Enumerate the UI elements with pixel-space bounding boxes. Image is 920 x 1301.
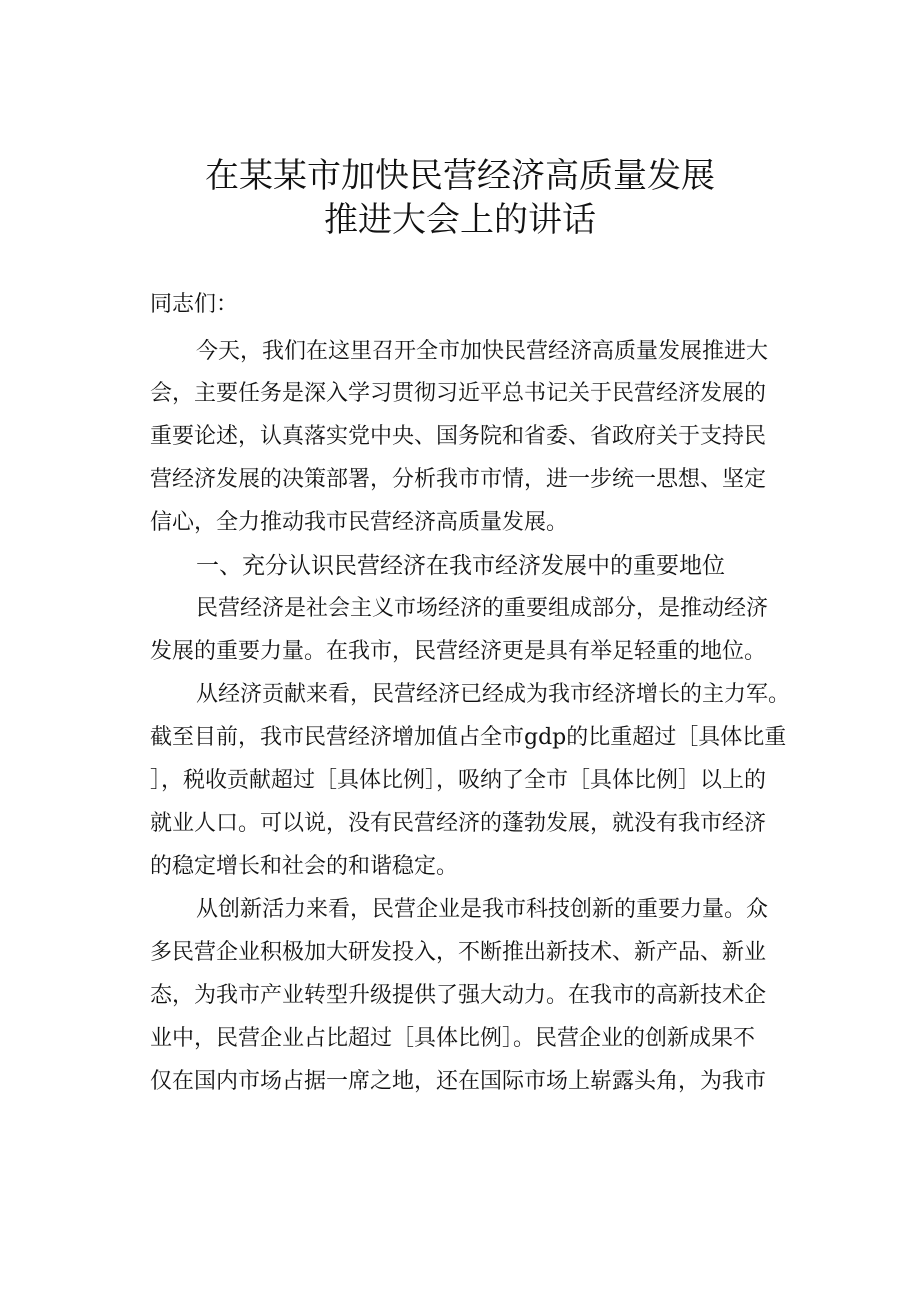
paragraph-line: 从经济贡献来看，民营经济已经成为我市经济增长的主力军。 — [196, 682, 791, 707]
salutation: 同志们： — [150, 292, 239, 317]
paragraph-line: 态，为我市产业转型升级提供了强大动力。在我市的高新技术企 — [150, 983, 767, 1008]
paragraph-line: 今天，我们在这里召开全市加快民营经济高质量发展推进大 — [196, 339, 769, 364]
paragraph-line: 就业人口。可以说，没有民营经济的蓬勃发展，就没有我市经济 — [150, 811, 767, 836]
paragraph-line: 业中，民营企业占比超过［具体比例］。民营企业的创新成果不 — [150, 1026, 756, 1051]
paragraph-line: 营经济发展的决策部署，分析我市市情，进一步统一思想、坚定 — [150, 467, 767, 492]
paragraph-line: ］，税收贡献超过［具体比例］，吸纳了全市［具体比例］以上的 — [150, 768, 767, 793]
title-line-1: 在某某市加快民营经济高质量发展 — [205, 156, 715, 196]
paragraph-line: 截至目前，我市民营经济增加值占全市gdp的比重超过［具体比重 — [150, 725, 787, 750]
paragraph-line: 发展的重要力量。在我市，民营经济更是具有举足轻重的地位。 — [150, 639, 767, 664]
paragraph-line: 仅在国内市场占据一席之地，还在国际市场上崭露头角，为我市 — [150, 1069, 767, 1094]
paragraph-line: 从创新活力来看，民营企业是我市科技创新的重要力量。众 — [196, 897, 769, 922]
paragraph-line: 的稳定增长和社会的和谐稳定。 — [150, 854, 459, 879]
paragraph-line: 信心，全力推动我市民营经济高质量发展。 — [150, 510, 569, 535]
title-line-2: 推进大会上的讲话 — [324, 200, 596, 240]
paragraph-line: 多民营企业积极加大研发投入，不断推出新技术、新产品、新业 — [150, 940, 767, 965]
paragraph-line: 会，主要任务是深入学习贯彻习近平总书记关于民营经济发展的 — [150, 381, 767, 406]
paragraph-line: 民营经济是社会主义市场经济的重要组成部分，是推动经济 — [196, 596, 769, 621]
paragraph-line: 重要论述，认真落实党中央、国务院和省委、省政府关于支持民 — [150, 424, 767, 449]
section-heading: 一、充分认识民营经济在我市经济发展中的重要地位 — [196, 553, 725, 579]
